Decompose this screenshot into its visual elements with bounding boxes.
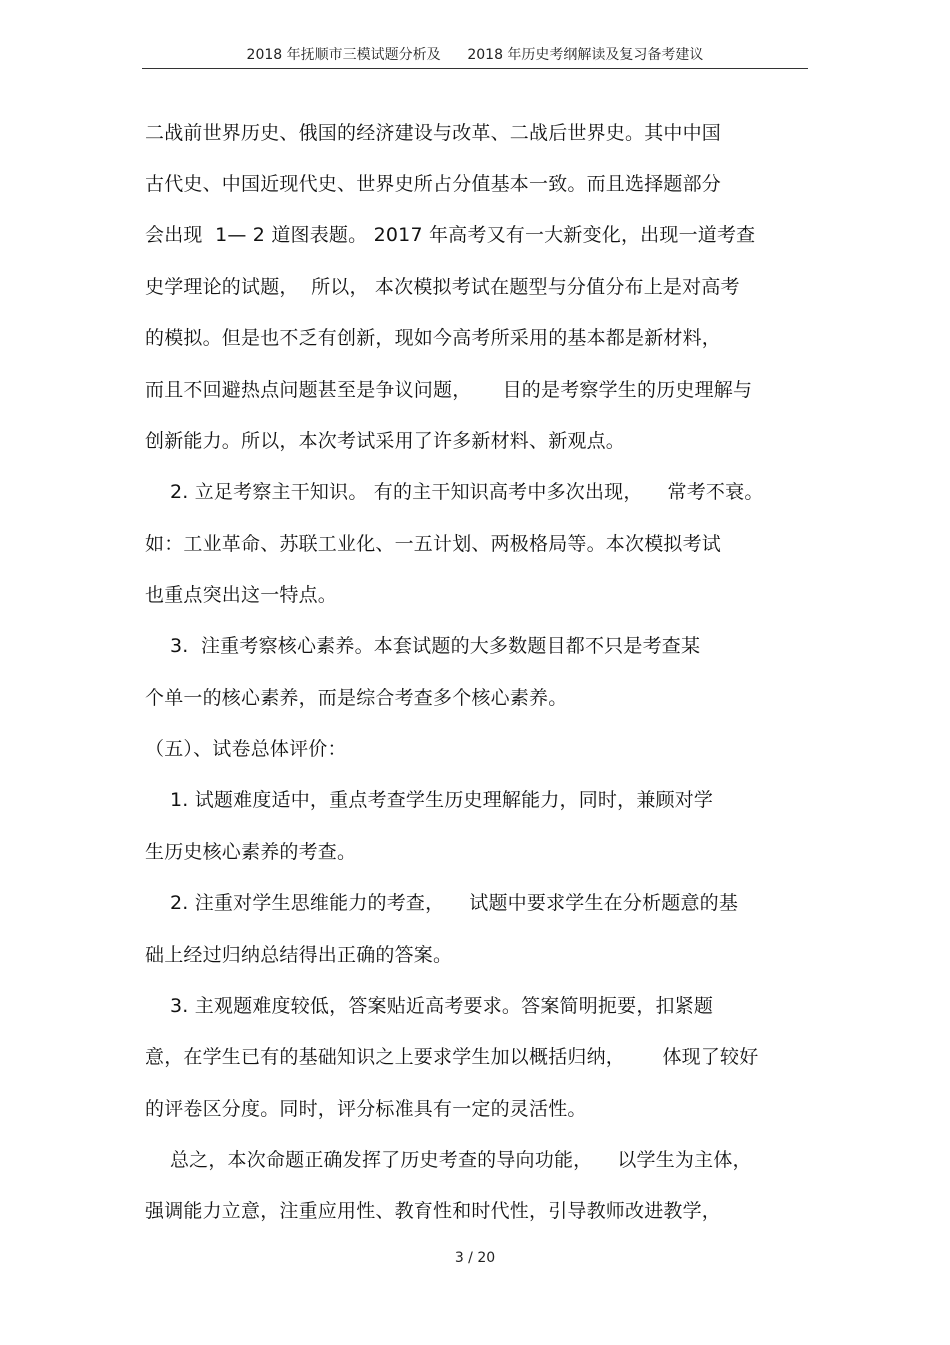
header-title-right: 2018 年历史考纲解读及复习备考建议 xyxy=(467,47,704,63)
text-line: 的模拟。但是也不乏有创新，现如今高考所采用的基本都是新材料， xyxy=(145,327,722,349)
text-line: 础上经过归纳总结得出正确的答案。 xyxy=(145,944,453,966)
page-number: 3 / 20 xyxy=(454,1250,496,1266)
text-line: 3. 注重考察核心素养。本套试题的大多数题目都不只是考查某 xyxy=(145,635,701,657)
page-header xyxy=(142,44,808,69)
text-line: 创新能力。所以，本次考试采用了许多新材料、新观点。 xyxy=(145,430,626,452)
text-line: 也重点突出这一特点。 xyxy=(145,584,338,606)
text-line: 个单一的核心素养，而是综合考查多个核心素养。 xyxy=(145,687,568,709)
text-line: 意，在学生已有的基础知识之上要求学生加以概括归纳， 体现了较好 xyxy=(145,1046,759,1068)
text-line: 1. 试题难度适中，重点考查学生历史理解能力，同时，兼顾对学 xyxy=(145,789,714,811)
section-heading: （五）、试卷总体评价： xyxy=(145,738,347,760)
text-line: 生历史核心素养的考查。 xyxy=(145,841,357,863)
text-line: 的评卷区分度。同时，评分标准具有一定的灵活性。 xyxy=(145,1098,587,1120)
text-line: 如：工业革命、苏联工业化、一五计划、两极格局等。本次模拟考试 xyxy=(145,533,722,555)
text-line: 强调能力立意，注重应用性、教育性和时代性，引导教师改进教学， xyxy=(145,1200,722,1222)
text-line: 史学理论的试题， 所以， 本次模拟考试在题型与分值分布上是对高考 xyxy=(145,276,740,298)
text-line: 会出现 1— 2 道图表题。 2017 年高考又有一大新变化，出现一道考查 xyxy=(145,224,756,246)
text-line: 二战前世界历史、俄国的经济建设与改革、二战后世界史。其中中国 xyxy=(145,122,722,144)
text-line: 2. 注重对学生思维能力的考查， 试题中要求学生在分析题意的基 xyxy=(145,892,739,914)
text-line: 3. 主观题难度较低，答案贴近高考要求。答案简明扼要，扣紧题 xyxy=(145,995,714,1017)
text-line: 而且不回避热点问题甚至是争议问题， 目的是考察学生的历史理解与 xyxy=(145,379,753,401)
header-title-left: 2018 年抚顺市三模试题分析及 xyxy=(246,47,441,63)
text-line: 2. 立足考察主干知识。 有的主干知识高考中多次出现， 常考不衰。 xyxy=(145,481,764,503)
text-line: 古代史、中国近现代史、世界史所占分值基本一致。而且选择题部分 xyxy=(145,173,722,195)
text-line: 总之，本次命题正确发挥了历史考查的导向功能， 以学生为主体， xyxy=(145,1149,752,1171)
